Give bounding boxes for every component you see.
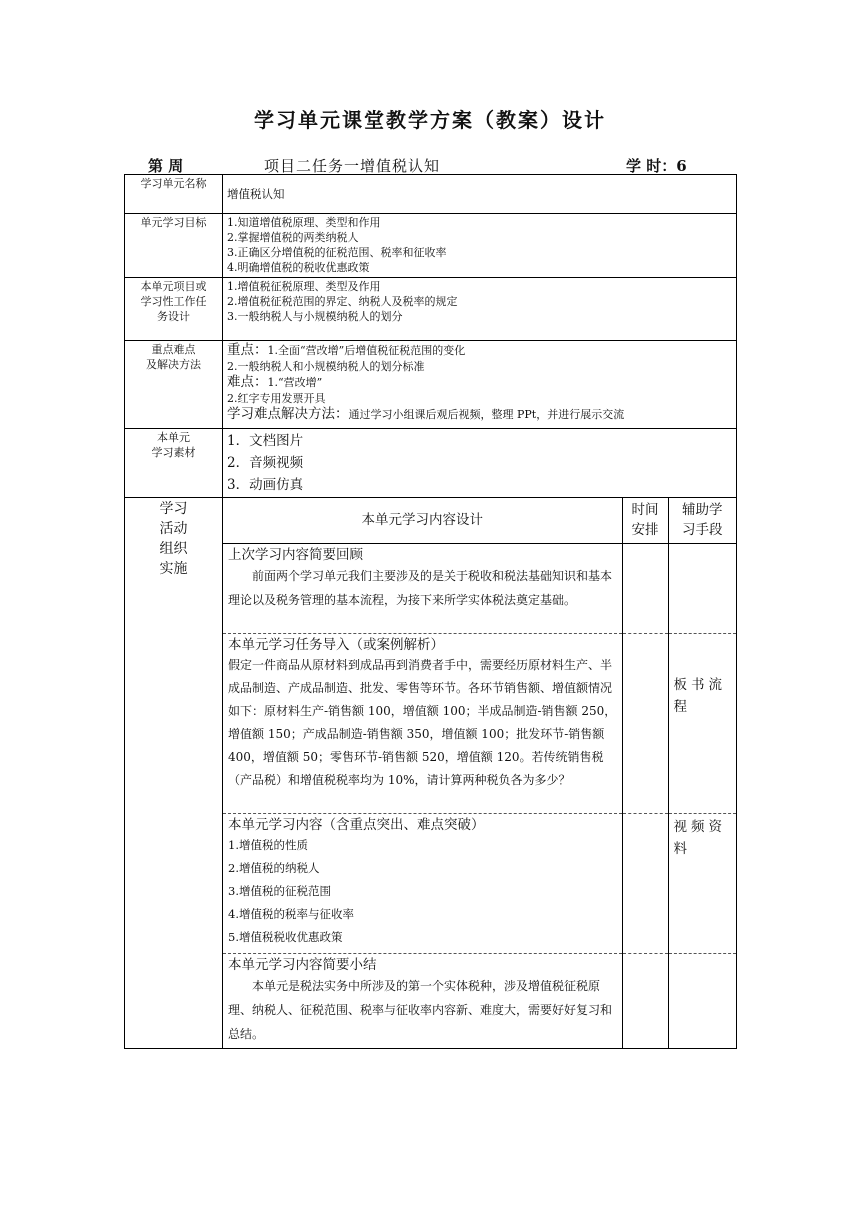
summary-text: 本单元是税法实务中所涉及的第一个实体税种，涉及增值税征税原理、纳税人、征税范围、税率与征收率内容新、难度大，需要好好复习和总结。 (228, 978, 613, 1041)
difficulty-row (125, 341, 737, 429)
key-point: 2.一般纳税人和小规模纳税人的划分标准 (227, 360, 425, 373)
project-row (125, 278, 737, 341)
intro-row (223, 633, 736, 813)
hard-point: 2.红字专用发票开具 (227, 392, 326, 405)
activities-header-row (223, 498, 736, 543)
difficulty-label: 重点难点 及解决方法 (125, 341, 223, 429)
intro-aid: 板书流程 (673, 676, 726, 715)
content-time (622, 813, 668, 953)
list-item: 5.增值税税收优惠政策 (228, 929, 343, 944)
project-list (223, 278, 737, 341)
objectives-row (125, 214, 737, 278)
review-text: 前面两个学习单元我们主要涉及的是关于税收和税法基础知识和基本理论以及税务管理的基本流程，为接下来所学实体税法奠定基础。 (228, 568, 613, 607)
activities-table (223, 498, 736, 1048)
summary-aid (668, 953, 736, 1048)
list-item: 3.增值税的征税范围 (228, 883, 331, 898)
hard-points-prefix: 难点： (227, 374, 268, 390)
task-name: 项目二任务一增值税认知 (264, 157, 441, 175)
summary-row (223, 953, 736, 1048)
unit-name-label: 学习单元名称 (125, 175, 223, 214)
materials-row (125, 429, 737, 498)
time-column-header: 时间 安排 (622, 498, 668, 543)
review-heading: 上次学习内容简要回顾 (228, 546, 363, 563)
materials-label: 本单元 学习素材 (125, 429, 223, 498)
materials-list (223, 429, 737, 498)
design-column-header: 本单元学习内容设计 (223, 498, 622, 543)
review-time (622, 543, 668, 633)
content-heading: 本单元学习内容（含重点突出、难点突破） (228, 816, 485, 833)
key-point: 1.全面“营改增”后增值税征税范围的变化 (267, 344, 466, 357)
list-item: 1.增值税征税原理、类型及作用 (227, 280, 381, 293)
hours-label: 学 时：6 (626, 157, 687, 175)
list-item: 4.增值税的税率与征收率 (228, 906, 354, 921)
list-item: 1.知道增值税原理、类型和作用 (227, 216, 381, 229)
list-item: 4.明确增值税的税收优惠政策 (227, 261, 370, 274)
method-text: 通过学习小组课后观后视频，整理 PPt，并进行展示交流 (348, 408, 625, 421)
week-label: 第 周 (148, 157, 184, 175)
aid-column-header: 辅助学 习手段 (668, 498, 736, 543)
list-item: 3．动画仿真 (227, 477, 304, 493)
unit-name-value: 增值税认知 (223, 175, 737, 214)
list-item: 1.增值税的性质 (228, 837, 308, 852)
difficulty-content (223, 341, 737, 429)
list-item: 2.增值税征税范围的界定、纳税人及税率的规定 (227, 295, 458, 308)
method-prefix: 学习难点解决方法： (227, 406, 349, 422)
list-item: 2．音频视频 (227, 455, 304, 471)
list-item: 2.掌握增值税的两类纳税人 (227, 231, 359, 244)
unit-name-row (125, 175, 737, 214)
key-points-prefix: 重点： (227, 342, 268, 358)
project-label: 本单元项目或 学习性工作任 务设计 (125, 278, 223, 341)
objectives-list (223, 214, 737, 278)
activities-cell (223, 498, 737, 1049)
summary-time (622, 953, 668, 1048)
page-title: 学习单元课堂教学方案（教案）设计 (254, 108, 606, 132)
summary-heading: 本单元学习内容简要小结 (228, 956, 377, 973)
list-item: 3.正确区分增值税的征税范围、税率和征收率 (227, 246, 447, 259)
content-row (223, 813, 736, 953)
activities-row (125, 498, 737, 1049)
activities-label: 学习 活动 组织 实施 (125, 498, 223, 1049)
content-aid: 视频资料 (673, 818, 726, 857)
intro-time (622, 633, 668, 813)
list-item: 3.一般纳税人与小规模纳税人的划分 (227, 310, 403, 323)
review-aid (668, 543, 736, 633)
list-item: 2.增值税的纳税人 (228, 860, 320, 875)
list-item: 1．文档图片 (227, 433, 304, 449)
objectives-label: 单元学习目标 (125, 214, 223, 278)
hard-point: 1.“营改增” (267, 376, 323, 389)
intro-heading: 本单元学习任务导入（或案例解析） (228, 636, 444, 653)
lesson-plan-table (124, 174, 737, 1049)
review-row (223, 543, 736, 633)
intro-text: 假定一件商品从原材料到成品再到消费者手中，需要经历原材料生产、半成品制造、产成品制造、批发、零售等环节。各环节销售额、增值额情况如下：原材料生产-销售额 100，增值额 100；半成品制造-销售额 250，增值额 150；产成品制造-销售额 350，增值额 100；批发环节-销售额 400，增值额 50；零售环节-销售额 520，增值额 120。若传统销售税（产品税）和增值税税率均为 10%，请计算两种税负各为多少？ (228, 657, 617, 787)
